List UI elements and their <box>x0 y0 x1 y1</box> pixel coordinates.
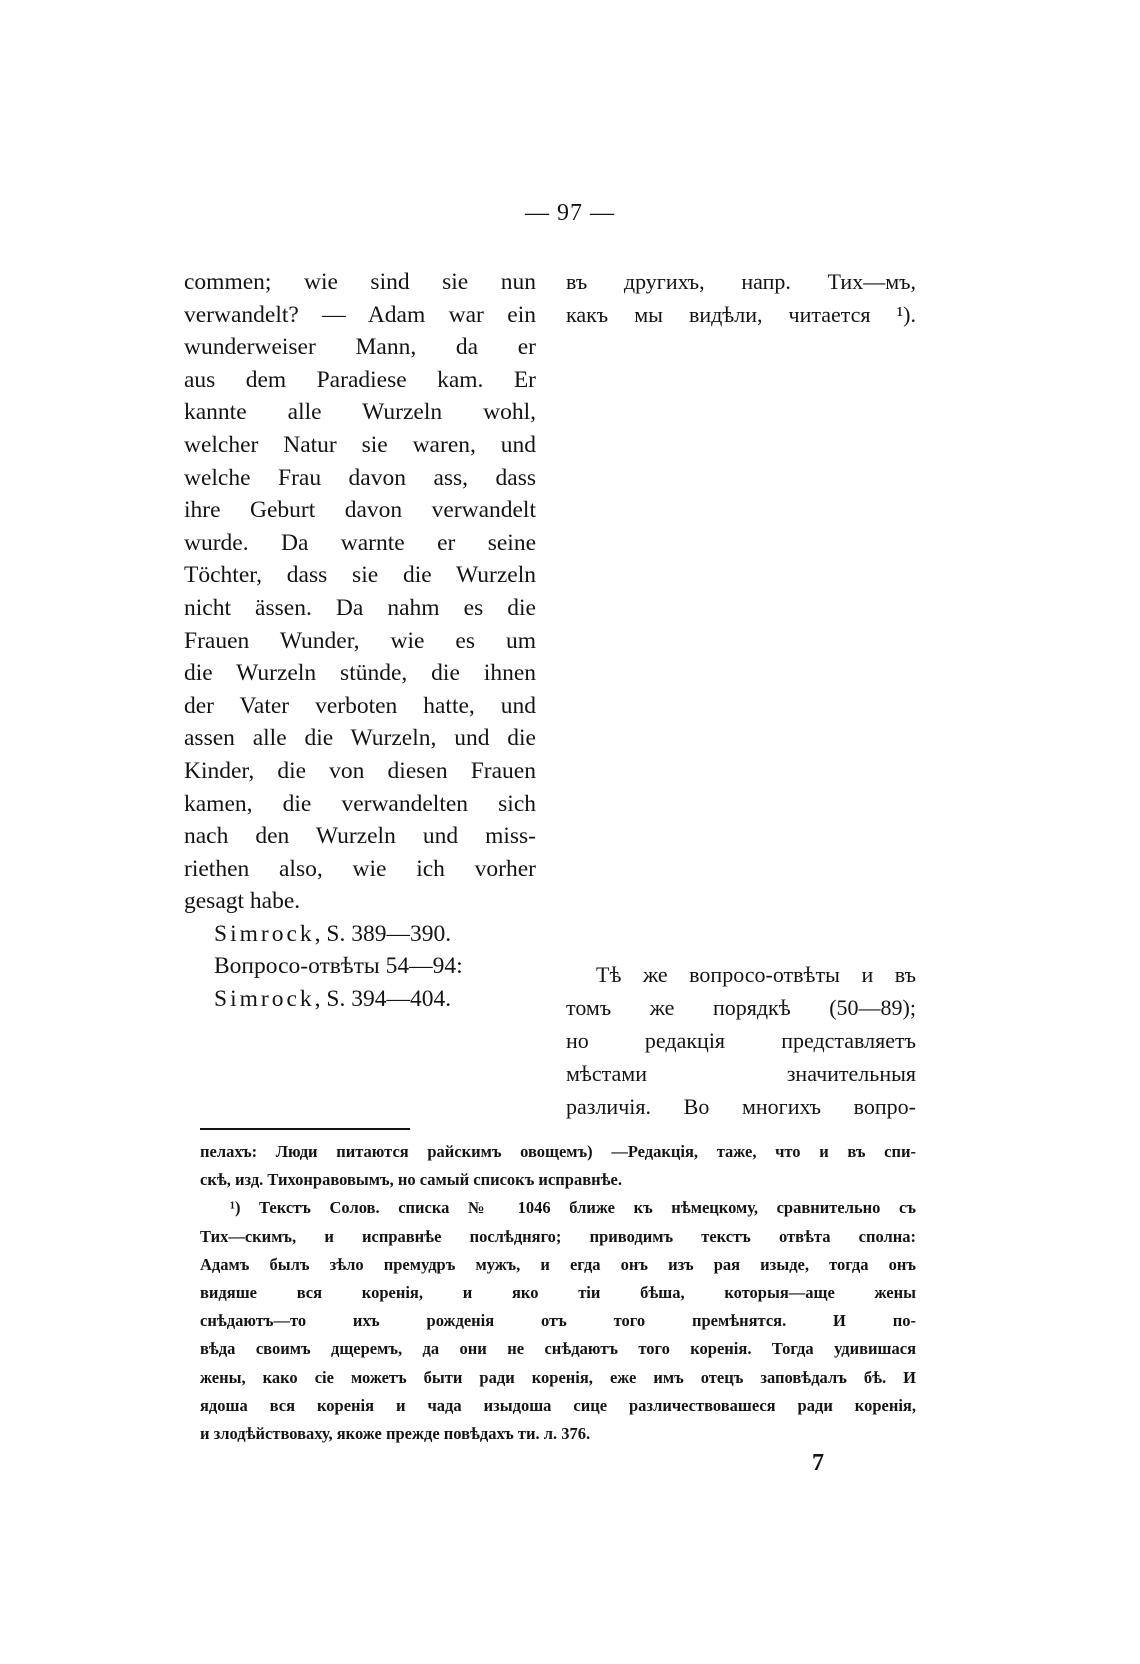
text-line: commen; wie sind sie nun <box>184 269 536 295</box>
text-line: nach den Wurzeln und miss- <box>184 823 536 850</box>
footnote-line: снѣдаютъ—то ихъ рожденія отъ того премѣнятся. И по- <box>200 1311 916 1331</box>
citation-pages: , S. 389—390. <box>314 920 452 947</box>
text-line: verwandelt? — Adam war ein <box>184 301 536 328</box>
right-column-bottom-text <box>566 958 916 1123</box>
citation-author: Simrock <box>214 920 315 947</box>
text-line: gesagt habe. <box>184 888 301 915</box>
text-line: Тѣ же вопросо-отвѣты и въ <box>596 962 916 987</box>
page-number: — 97 — <box>525 200 615 226</box>
text-line: kamen, die verwandelten sich <box>184 790 536 817</box>
text-line: какъ мы видѣли, читается ¹). <box>566 301 916 327</box>
footnote-line: ¹) Текстъ Солов. списка № 1046 ближе къ нѣмецкому, сравнительно съ <box>230 1198 916 1218</box>
footnote-line: вѣда своимъ дщеремъ, да они не снѣдаютъ того коренія. Тогда удивишася <box>200 1339 916 1359</box>
text-line: riethen also, wie ich vorher <box>184 855 536 882</box>
citation-label: Вопросо-отвѣты 54—94: <box>214 953 463 980</box>
text-line: kannte alle Wurzeln wohl, <box>184 399 536 426</box>
text-line: Frauen Wunder, wie es um <box>184 627 536 654</box>
signature-mark: 7 <box>812 1450 824 1476</box>
citation-simrock-394 <box>184 983 536 1016</box>
footnote-line: жены, како сіе можетъ быти ради коренія, еже имъ отецъ заповѣдалъ бѣ. И <box>200 1367 916 1387</box>
text-line: въ другихъ, напр. Тих—мъ, <box>566 269 916 294</box>
text-line: мѣстами значительныя <box>566 1061 916 1086</box>
text-line: различія. Во многихъ вопро- <box>566 1094 916 1119</box>
text-line: assen alle die Wurzeln, und die <box>184 725 536 752</box>
footnote-line: пелахъ: Люди питаются райскимъ овощемъ) —Редакція, таже, что и въ спи- <box>200 1142 916 1161</box>
text-line: die Wurzeln stünde, die ihnen <box>184 660 536 687</box>
text-line: но редакція представляетъ <box>566 1028 916 1053</box>
text-line: wurde. Da warnte er seine <box>184 529 536 556</box>
citation-author: Simrock <box>214 986 315 1013</box>
citation-pages: , S. 394—404. <box>314 986 452 1013</box>
left-column-german-text <box>184 266 536 1016</box>
text-line: ihre Geburt davon verwandelt <box>184 497 536 524</box>
text-line: томъ же порядкѣ (50—89); <box>566 995 916 1020</box>
text-line: Kinder, die von diesen Frauen <box>184 757 536 784</box>
text-line: nicht ässen. Da nahm es die <box>184 594 536 621</box>
footnote-line: видяше вся коренія, и яко тіи бѣша, которыя—аще жены <box>200 1283 916 1303</box>
footnotes <box>200 1138 916 1448</box>
right-column-top-text <box>566 266 916 331</box>
footnote-line: скѣ, изд. Тихонравовымъ, но самый списокъ исправнѣе. <box>200 1170 622 1190</box>
text-line: Töchter, dass sie die Wurzeln <box>184 562 536 589</box>
footnote-line: ядоша вся коренія и чада изыдоша сице различествовашеся ради коренія, <box>200 1395 916 1415</box>
citation-questions-answers <box>184 950 536 983</box>
text-line: der Vater verboten hatte, und <box>184 692 536 719</box>
text-line: wunderweiser Mann, da er <box>184 334 536 361</box>
footnote-line: Тих—скимъ, и исправнѣе послѣдняго; приводимъ текстъ отвѣта сполна: <box>200 1226 916 1246</box>
citation-simrock-389 <box>184 918 536 951</box>
text-line: welche Frau davon ass, dass <box>184 464 536 491</box>
text-line: aus dem Paradiese kam. Er <box>184 366 536 393</box>
footnote-line: и злодѣйствоваху, якоже прежде повѣдахъ ти. л. 376. <box>200 1424 591 1444</box>
text-line: welcher Natur sie waren, und <box>184 431 536 458</box>
footnote-line: Адамъ былъ зѣло премудръ мужъ, и егда онъ изъ рая изыде, тогда онъ <box>200 1254 916 1274</box>
footnote-divider <box>200 1128 410 1130</box>
